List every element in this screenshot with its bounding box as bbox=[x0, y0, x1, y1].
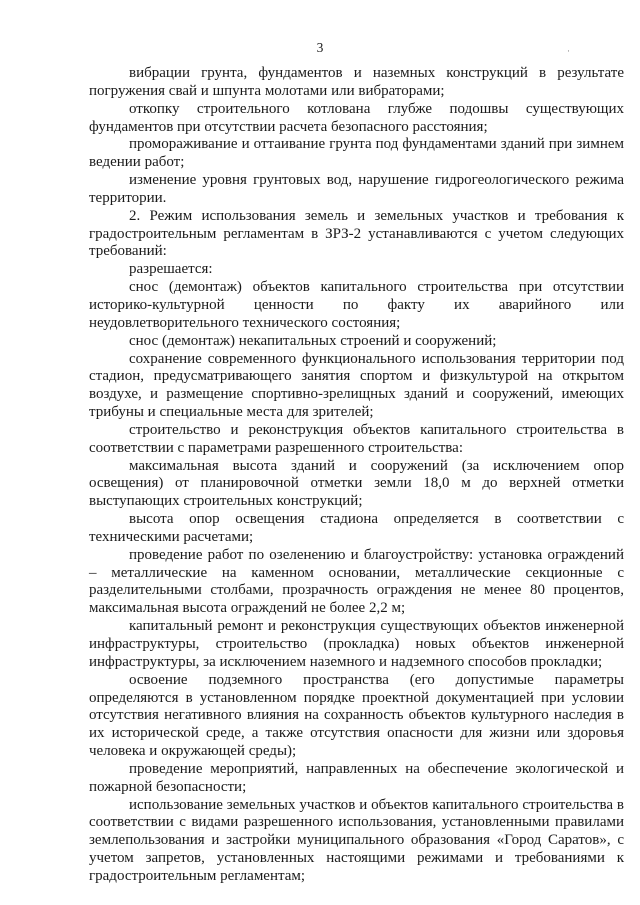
paragraph-excavation: откопку строительного котлована глубже подошвы существующих фундаментов при отсутствии расчета безопасного расстояния; bbox=[89, 100, 624, 135]
paragraph-demolition-noncapital: снос (демонтаж) некапитальных строений и сооружений; bbox=[129, 332, 497, 349]
page-number: 3 bbox=[316, 40, 324, 55]
paragraph-allowed: разрешается: bbox=[129, 261, 213, 278]
paragraph-stadium-use: сохранение современного функционального использования территории под стадион, предусматривающего занятия спортом и физкультурой на открытом воздухе, и размещение спортивно-зрелищных зданий и сооружений, имеющих трибуны и специальные места для зрителей; bbox=[89, 350, 624, 421]
paragraph-safety: проведение мероприятий, направленных на обеспечение экологической и пожарной безопасности; bbox=[89, 760, 624, 795]
paragraph-max-height: максимальная высота зданий и сооружений (за исключением опор освещения) от планировочной отметки земли 18,0 м до верхней отметки выступающих строительных конструкций; bbox=[89, 457, 624, 510]
paragraph-landscaping: проведение работ по озеленению и благоустройству: установка ограждений – металлические на каменном основании, металлические секционные с разделительными столбами, прозрачность ограждения не менее 80 процентов, максимальная высота ограждений не более 2,2 м; bbox=[89, 546, 624, 617]
paragraph-freezing: промораживание и оттаивание грунта под фундаментами зданий при зимнем ведении работ; bbox=[89, 136, 624, 171]
paragraph-demolition-capital: снос (демонтаж) объектов капитального строительства при отсутствии историко-культурной ценности по факту их аварийного или неудовлетворительного технического состояния; bbox=[89, 279, 624, 331]
paragraph-section-2: 2. Режим использования земель и земельных участков и требования к градостроительным регламентам в ЗРЗ-2 устанавливаются с учетом следующих требований: bbox=[89, 207, 624, 260]
paragraph-construction: строительство и реконструкция объектов капитального строительства в соответствии с параметрами разрешенного строительства: bbox=[89, 421, 624, 456]
paragraph-groundwater: изменение уровня грунтовых вод, нарушение гидрогеологического режима территории. bbox=[89, 172, 624, 206]
paragraph-underground: освоение подземного пространства (его допустимые параметры определяются в установленном порядке проектной документацией при условии отсутствия негативного влияния на сохранность объектов культурного наследия в их исторической среде, а также отсутствия опасности для жизни или здоровья человека и окружающей среды); bbox=[89, 671, 624, 760]
scan-mark: · bbox=[567, 46, 570, 56]
paragraph-lighting-poles: высота опор освещения стадиона определяется в соответствии с техническими расчетами; bbox=[89, 511, 624, 545]
paragraph-land-use: использование земельных участков и объектов капитального строительства в соответствии с видами разрешенного использования, установленными правилами землепользования и застройки муниципального образования «Город Саратов», с учетом запретов, установленных настоящими режимами и требованиями к градостроительным регламентам; bbox=[89, 796, 624, 884]
paragraph-infrastructure: капитальный ремонт и реконструкция существующих объектов инженерной инфраструктуры, строительство (прокладка) новых объектов инженерной инфраструктуры, за исключением наземного и надземного способов прокладки; bbox=[89, 618, 624, 670]
paragraph-vibration: вибрации грунта, фундаментов и наземных конструкций в результате погружения свай и шпунта молотами или вибраторами; bbox=[89, 65, 624, 99]
document-body bbox=[89, 65, 624, 886]
